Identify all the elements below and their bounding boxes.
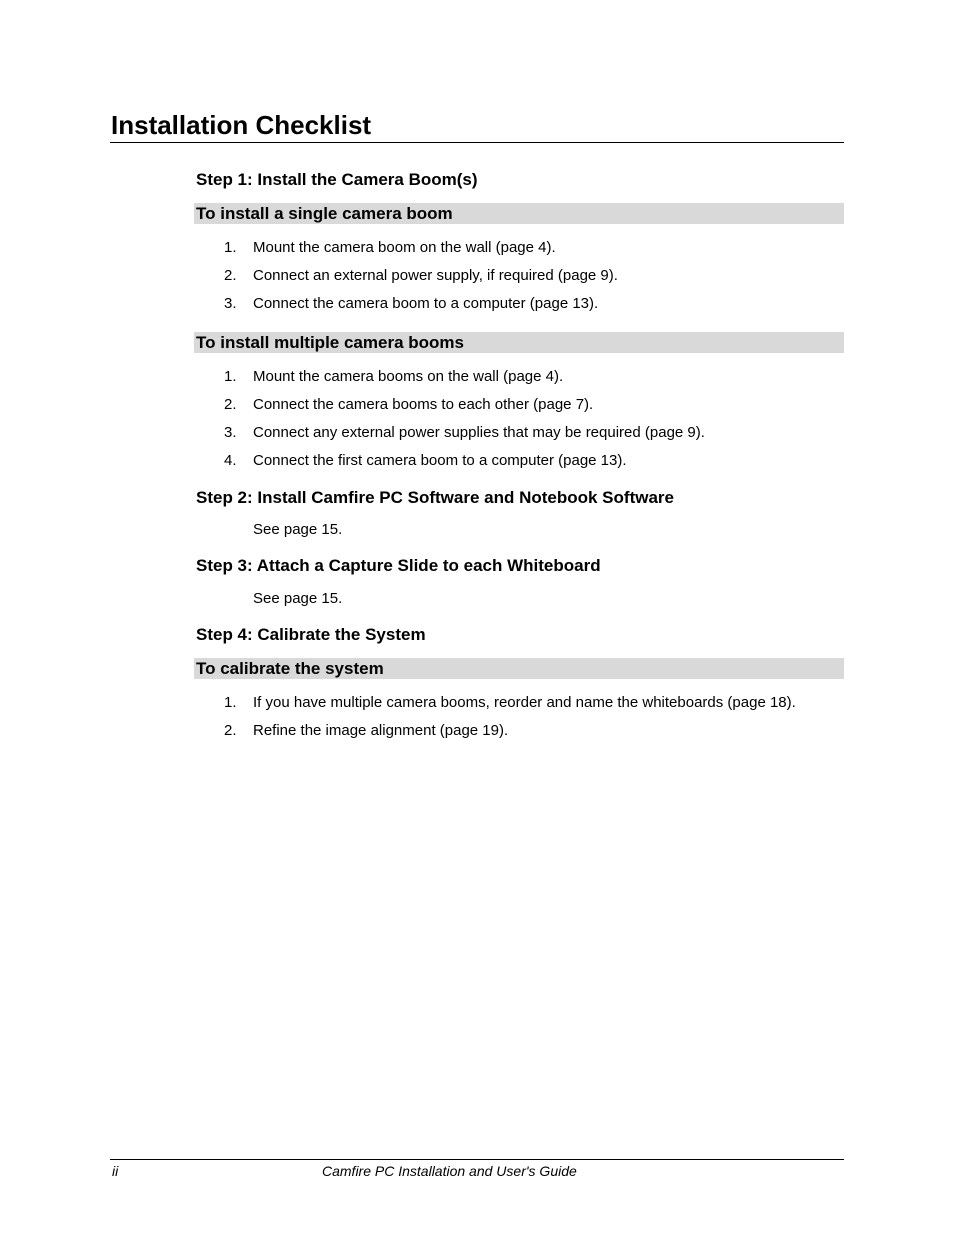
- procedure-heading-multiple-booms: [194, 332, 844, 353]
- procedure-heading-label: To install a single camera boom: [196, 204, 453, 223]
- procedure-heading-label: To calibrate the system: [196, 659, 384, 678]
- list-item-text: If you have multiple camera booms, reorder and name the whiteboards (page 18).: [253, 694, 796, 711]
- list-item-text: Mount the camera boom on the wall (page 4).: [253, 239, 556, 256]
- footer-page-number: ii: [112, 1163, 119, 1179]
- list-item-number: 1.: [224, 239, 237, 256]
- list-item-number: 2.: [224, 267, 237, 284]
- list-item-number: 1.: [224, 694, 237, 711]
- step-2-heading: Step 2: Install Camfire PC Software and Notebook Software: [196, 488, 674, 507]
- procedure-heading-label: To install multiple camera booms: [196, 333, 464, 352]
- list-item-text: Connect the first camera boom to a computer (page 13).: [253, 452, 627, 469]
- list-item-text: Mount the camera booms on the wall (page 4).: [253, 368, 564, 385]
- list-item-number: 4.: [224, 452, 237, 469]
- list-item-text: Connect an external power supply, if required (page 9).: [253, 267, 618, 284]
- step-3-heading: Step 3: Attach a Capture Slide to each Whiteboard: [196, 556, 601, 575]
- list-item-text: Connect the camera boom to a computer (page 13).: [253, 295, 599, 312]
- footer-document-title: Camfire PC Installation and User's Guide: [322, 1163, 577, 1179]
- list-item-text: Connect any external power supplies that may be required (page 9).: [253, 424, 705, 441]
- page-title: Installation Checklist: [111, 110, 372, 140]
- list-item-number: 1.: [224, 368, 237, 385]
- page-reference: See page 15.: [253, 590, 343, 607]
- list-item-number: 2.: [224, 722, 237, 739]
- step-4-heading: Step 4: Calibrate the System: [196, 625, 426, 644]
- list-item-text: Connect the camera booms to each other (page 7).: [253, 396, 594, 413]
- step-1-heading: Step 1: Install the Camera Boom(s): [196, 170, 478, 189]
- footer-divider: [110, 1159, 844, 1160]
- procedure-heading-calibrate: [194, 658, 844, 679]
- list-item-text: Refine the image alignment (page 19).: [253, 722, 509, 739]
- procedure-heading-single-boom: [194, 203, 844, 224]
- page-reference: See page 15.: [253, 521, 343, 538]
- list-item-number: 3.: [224, 424, 237, 441]
- title-divider: [110, 142, 844, 143]
- list-item-number: 3.: [224, 295, 237, 312]
- list-item-number: 2.: [224, 396, 237, 413]
